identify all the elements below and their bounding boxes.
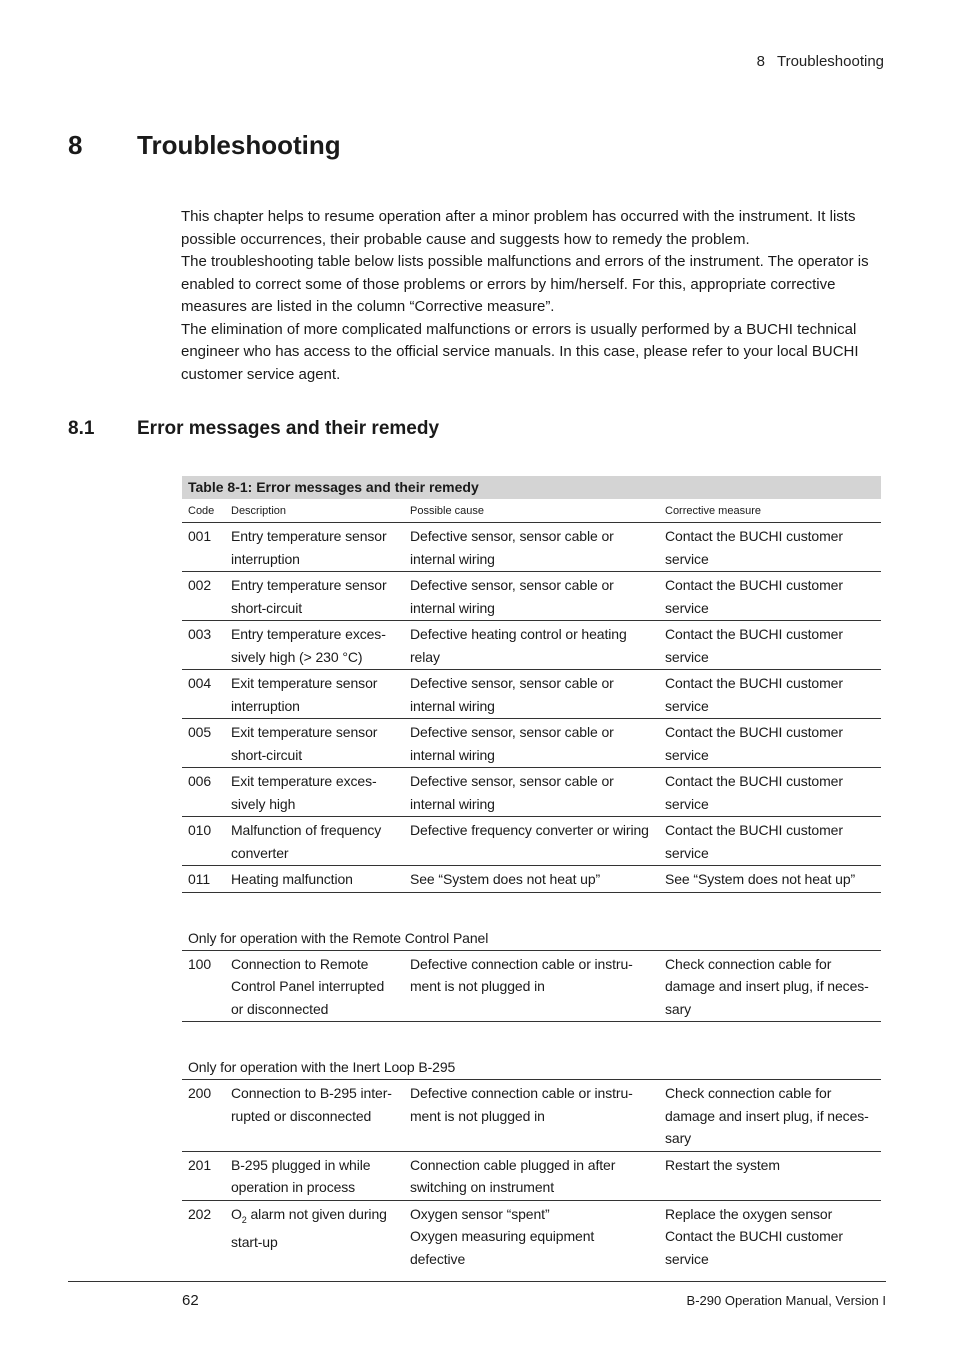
cell-description: Entry temperature sensor interruption: [225, 523, 404, 572]
table-row: [182, 950, 881, 1022]
cell-description: Exit temperature sensor interruption: [225, 670, 404, 719]
cell-cause: Defective sensor, sensor cable or internal wiring: [404, 768, 659, 817]
cell-description: Entry temperature exces-sively high (> 230 °C): [225, 621, 404, 670]
cell-measure: Contact the BUCHI customer service: [659, 768, 881, 817]
group-label-inert: Only for operation with the Inert Loop B-295: [182, 1022, 881, 1080]
cell-measure: Contact the BUCHI customer service: [659, 817, 881, 866]
cell-code: 003: [182, 621, 225, 670]
measure-line-1: Replace the oxygen sensor: [665, 1205, 833, 1222]
cell-cause: Defective connection cable or instru-ment is not plugged in: [404, 1080, 659, 1152]
intro-paragraph-2: The troubleshooting table below lists possible malfunctions and errors of the instrument. The operator is enabled to correct some of those problems or errors by him/herself. For this, appropriate corrective measures are listed in the column “Corrective measure”.: [181, 253, 869, 315]
cell-code: 005: [182, 719, 225, 768]
table-row: [182, 768, 881, 817]
cell-description: Exit temperature exces-sively high: [225, 768, 404, 817]
error-table-grid: [182, 499, 881, 1271]
cell-code: 201: [182, 1151, 225, 1200]
cell-description: Exit temperature sensor short-circuit: [225, 719, 404, 768]
cell-cause: See “System does not heat up”: [404, 866, 659, 893]
cell-cause: Defective sensor, sensor cable or internal wiring: [404, 670, 659, 719]
cell-measure: Contact the BUCHI customer service: [659, 572, 881, 621]
table-row: [182, 523, 881, 572]
table-row: [182, 670, 881, 719]
cell-measure: Contact the BUCHI customer service: [659, 670, 881, 719]
table-body-last: [182, 1200, 881, 1271]
cell-measure: Contact the BUCHI customer service: [659, 719, 881, 768]
intro-paragraph-1: This chapter helps to resume operation after a minor problem has occurred with the instrument. It lists possible occurrences, their probable cause and suggests how to remedy the problem.: [181, 208, 856, 248]
cell-code: 100: [182, 950, 225, 1022]
cell-code: 002: [182, 572, 225, 621]
cell-description: B-295 plugged in while operation in process: [225, 1151, 404, 1200]
group-row: [182, 892, 881, 950]
cell-description: Entry temperature sensor short-circuit: [225, 572, 404, 621]
footer-divider: [68, 1281, 886, 1282]
column-header-measure: Corrective measure: [659, 499, 881, 523]
group-row: [182, 1022, 881, 1080]
section-heading: [68, 418, 439, 440]
cell-cause: Connection cable plugged in after switching on instrument: [404, 1151, 659, 1200]
cell-cause: [404, 1200, 659, 1271]
desc-subscript: 2: [241, 1214, 247, 1225]
chapter-number: 8: [68, 130, 83, 160]
column-header-code: Code: [182, 499, 225, 523]
cell-cause: Defective connection cable or instru-ment is not plugged in: [404, 950, 659, 1022]
cell-measure: Restart the system: [659, 1151, 881, 1200]
cell-description: Connection to Remote Control Panel interrupted or disconnected: [225, 950, 404, 1022]
section-number: 8.1: [68, 418, 95, 439]
cell-code: 004: [182, 670, 225, 719]
cell-cause: Defective heating control or heating relay: [404, 621, 659, 670]
cause-line-1: Oxygen sensor “spent”: [410, 1205, 550, 1222]
table-group-inert: [182, 1022, 881, 1080]
cell-cause: Defective sensor, sensor cable or internal wiring: [404, 523, 659, 572]
cell-code: 001: [182, 523, 225, 572]
table-row: [182, 817, 881, 866]
cell-description: [225, 1200, 404, 1271]
cell-description: Connection to B-295 inter-rupted or disconnected: [225, 1080, 404, 1152]
footer-document-title: B-290 Operation Manual, Version I: [686, 1293, 886, 1308]
cell-cause: Defective frequency converter or wiring: [404, 817, 659, 866]
chapter-heading: [68, 130, 341, 161]
table-body-remote: [182, 950, 881, 1022]
cell-code: 010: [182, 817, 225, 866]
cell-cause: Defective sensor, sensor cable or internal wiring: [404, 572, 659, 621]
table-group-remote: [182, 892, 881, 950]
running-header-title: Troubleshooting: [776, 53, 884, 70]
section-title: Error messages and their remedy: [137, 418, 440, 439]
running-header: [757, 53, 884, 70]
cell-measure: Contact the BUCHI customer service: [659, 621, 881, 670]
cell-description: Malfunction of frequency converter: [225, 817, 404, 866]
group-label-remote: Only for operation with the Remote Control Panel: [182, 892, 881, 950]
table-row: [182, 866, 881, 893]
cell-cause: Defective sensor, sensor cable or internal wiring: [404, 719, 659, 768]
cell-code: 011: [182, 866, 225, 893]
table-header-row: [182, 499, 881, 523]
cell-description: Heating malfunction: [225, 866, 404, 893]
desc-prefix: O: [231, 1205, 242, 1222]
cell-code: 200: [182, 1080, 225, 1152]
cell-measure: See “System does not heat up”: [659, 866, 881, 893]
column-header-description: Description: [225, 499, 404, 523]
intro-paragraph-3: The elimination of more complicated malfunctions or errors is usually performed by a BUCHI technical engineer who has access to the official service manuals. In this case, please refer to your local BUCHI customer service agent.: [181, 320, 859, 383]
cause-line-2: Oxygen measuring equipment defective: [410, 1228, 595, 1267]
cell-measure: [659, 1200, 881, 1271]
table-body-main: [182, 523, 881, 893]
table-row: [182, 1080, 881, 1152]
cell-code: 202: [188, 1205, 212, 1222]
table-row: [182, 572, 881, 621]
cell-measure: Check connection cable for damage and insert plug, if neces-sary: [659, 950, 881, 1022]
chapter-title: Troubleshooting: [137, 130, 341, 160]
error-table: [182, 476, 881, 1271]
cell-measure: Check connection cable for damage and insert plug, if neces-sary: [659, 1080, 881, 1152]
intro-text: [181, 206, 886, 386]
cell-measure: Contact the BUCHI customer service: [659, 523, 881, 572]
table-row: [182, 1200, 881, 1271]
measure-line-2: Contact the BUCHI customer service: [665, 1228, 843, 1267]
table-caption: Table 8-1: Error messages and their remedy: [182, 476, 881, 499]
table-row: [182, 621, 881, 670]
table-row: [182, 1151, 881, 1200]
desc-suffix: alarm not given during start-up: [231, 1205, 387, 1250]
column-header-cause: Possible cause: [404, 499, 659, 523]
table-body-inert: [182, 1080, 881, 1201]
running-header-number: 8: [756, 53, 765, 70]
cell-code: 006: [182, 768, 225, 817]
page-number: 62: [182, 1292, 199, 1309]
table-row: [182, 719, 881, 768]
